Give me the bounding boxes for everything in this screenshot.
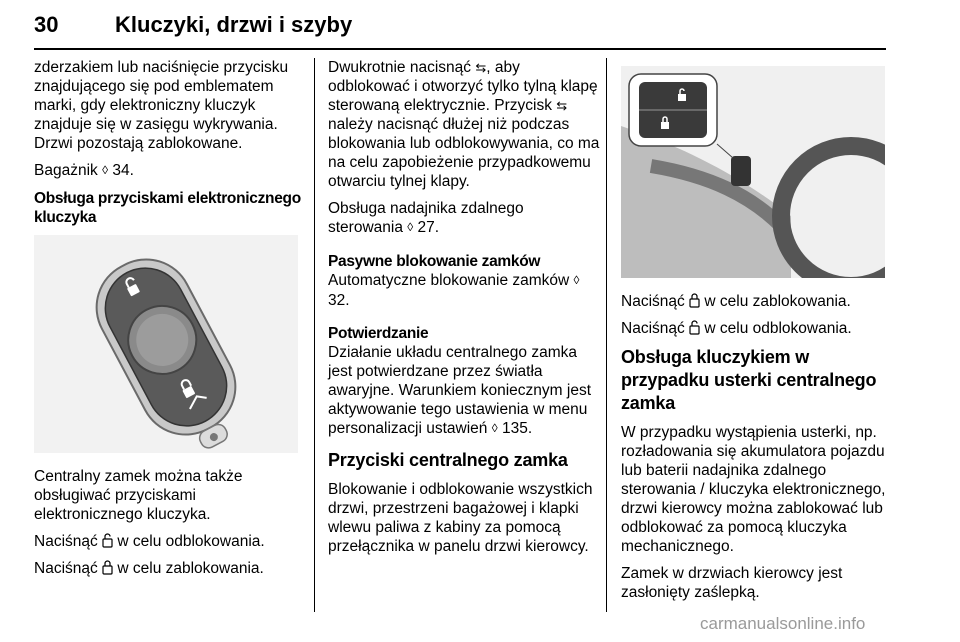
page-ref-icon: ◊	[407, 220, 414, 234]
section-heading-large: Przyciski centralnego zamka	[328, 450, 568, 470]
section-heading-large: Obsługa kluczykiem w przypadku usterki centralnego zamka	[621, 347, 877, 413]
unlock-icon	[102, 533, 113, 548]
page-ref-icon: ◊	[491, 421, 498, 435]
paragraph-unlock: Naciśnąć w celu odblokowania.	[34, 533, 265, 550]
page-number: 30	[34, 12, 59, 37]
column-3	[621, 58, 891, 610]
paragraph-ref: Działanie układu centralnego zamka jest potwierdzane przez światła awaryjne. Warunkiem koniecznym jest aktywowanie tego ustawienia w menu personalizacji ustawień ◊ 135.	[328, 344, 592, 437]
watermark: carmanualsonline.info	[700, 614, 866, 633]
paragraph: zderzakiem lub naciśnięcie przycisku znajdującego się pod emblematem marki, gdy elektroniczny kluczyk znajduje się w zasięgu wykrywania. Drzwi pozostają zablokowane.	[34, 59, 289, 152]
paragraph-ref: Obsługa nadajnika zdalnego sterowania ◊ 27.	[328, 200, 524, 236]
key-fob-icon	[34, 235, 298, 453]
key-fob-illustration	[34, 235, 298, 453]
page-ref-icon: ◊	[102, 163, 109, 177]
section-heading: Pasywne blokowanie zamków	[328, 253, 541, 270]
tailgate-icon: ⇆	[556, 98, 568, 113]
paragraph-ref: Automatyczne blokowanie zamków ◊ 32.	[328, 272, 580, 309]
paragraph: W przypadku wystąpienia usterki, np. rozładowania się akumulatora pojazdu lub baterii nadajnika zdalnego sterowania / kluczyka elektronicznego, drzwi kierowcy można zablokować lub odblokować za pomocą kluczyka mechanicznego.	[621, 424, 886, 555]
paragraph: Zamek w drzwiach kierowcy jest zasłonięty zaślepką.	[621, 565, 843, 601]
door-switch-icon	[621, 66, 885, 278]
header-rule	[34, 48, 886, 50]
column-1	[34, 58, 304, 586]
column-divider-1	[314, 58, 315, 612]
column-2	[328, 58, 600, 564]
paragraph-unlock: Naciśnąć w celu odblokowania.	[621, 320, 852, 337]
paragraph: Blokowanie i odblokowanie wszystkich drzwi, przestrzeni bagażowej i klapki wlewu paliwa z kabiny za pomocą przełącznika w panelu drzwi kierowcy.	[328, 481, 593, 555]
paragraph-ref: Bagażnik ◊ 34.	[34, 162, 134, 179]
page-ref-icon: ◊	[573, 273, 580, 287]
lock-icon	[102, 560, 113, 575]
paragraph-tailgate: Dwukrotnie nacisnąć ⇆, aby odblokować i otworzyć tylko tylną klapę sterowaną elektrycznie. Przycisk ⇆ należy nacisnąć dłużej niż podczas blokowania lub odblokowywania, co ma na celu zapobieżenie przypadkowemu otwarciu tylnej klapy.	[328, 59, 600, 190]
section-heading: Obsługa przyciskami elektronicznego kluczyka	[34, 190, 301, 226]
chapter-title: Kluczyki, drzwi i szyby	[115, 12, 353, 37]
tailgate-icon: ⇆	[475, 60, 487, 75]
section-heading: Potwierdzanie	[328, 325, 429, 342]
door-panel-illustration	[621, 66, 885, 278]
paragraph-lock: Naciśnąć w celu zablokowania.	[621, 293, 851, 310]
page-header	[34, 4, 886, 50]
lock-icon	[689, 293, 700, 308]
paragraph: Centralny zamek można także obsługiwać przyciskami elektronicznego kluczyka.	[34, 468, 243, 523]
unlock-icon	[689, 320, 700, 335]
paragraph-lock: Naciśnąć w celu zablokowania.	[34, 560, 264, 577]
column-divider-2	[606, 58, 607, 612]
